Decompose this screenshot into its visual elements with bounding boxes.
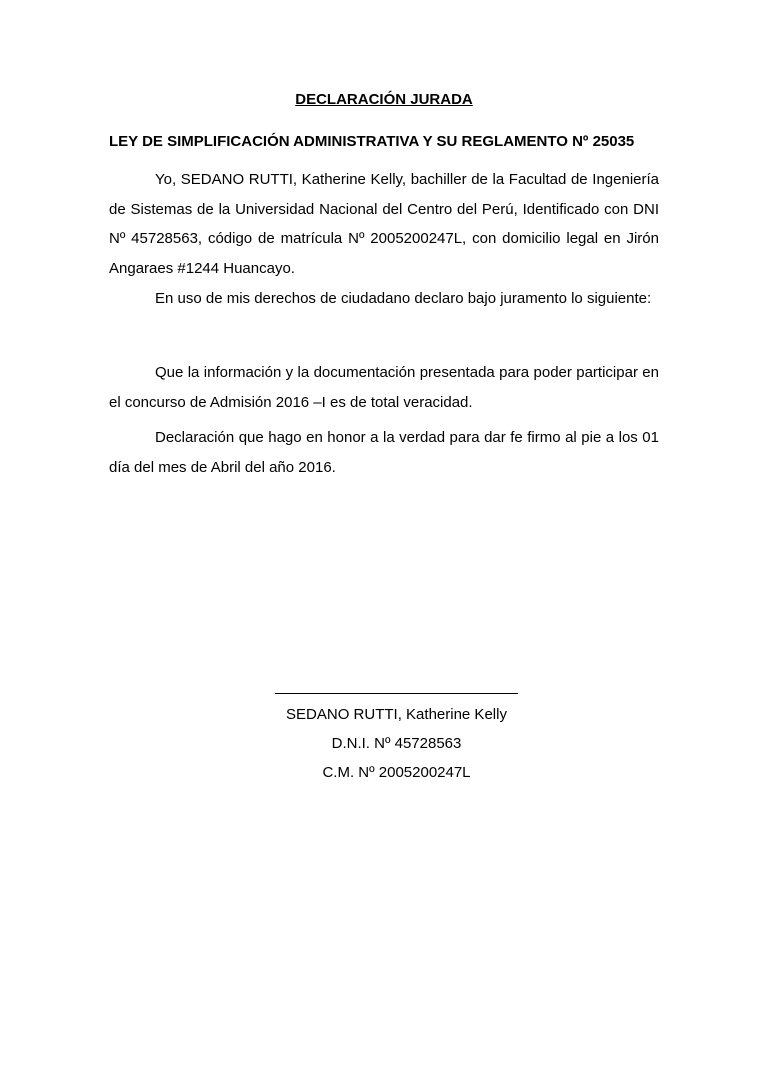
document-page bbox=[109, 0, 659, 1087]
law-heading: LEY DE SIMPLIFICACIÓN ADMINISTRATIVA Y SU REGLAMENTO Nº 25035 bbox=[109, 133, 635, 150]
veracity-paragraph: Que la información y la documentación presentada para poder participar en el concurso de Admisión 2016 –I es de total veracidad. bbox=[109, 364, 659, 411]
closing-paragraph: Declaración que hago en honor a la verdad para dar fe firmo al pie a los 01 día del mes de Abril del año 2016. bbox=[109, 429, 659, 476]
signature-line bbox=[275, 693, 518, 694]
signer-dni: D.N.I. Nº 45728563 bbox=[331, 735, 462, 752]
declarant-paragraph: Yo, SEDANO RUTTI, Katherine Kelly, bachiller de la Facultad de Ingeniería de Sistemas de la Universidad Nacional del Centro del Perú, Identificado con DNI Nº 45728563, código de matrícula Nº 2005200247L, con domicilio legal en Jirón Angaraes #1244 Huancayo. bbox=[109, 171, 659, 277]
signer-cm: C.M. Nº 2005200247L bbox=[322, 764, 471, 781]
oath-paragraph: En uso de mis derechos de ciudadano declaro bajo juramento lo siguiente: bbox=[155, 290, 652, 307]
document-title: DECLARACIÓN JURADA bbox=[295, 91, 473, 108]
signature-block bbox=[274, 682, 519, 787]
signer-name: SEDANO RUTTI, Katherine Kelly bbox=[286, 706, 507, 723]
